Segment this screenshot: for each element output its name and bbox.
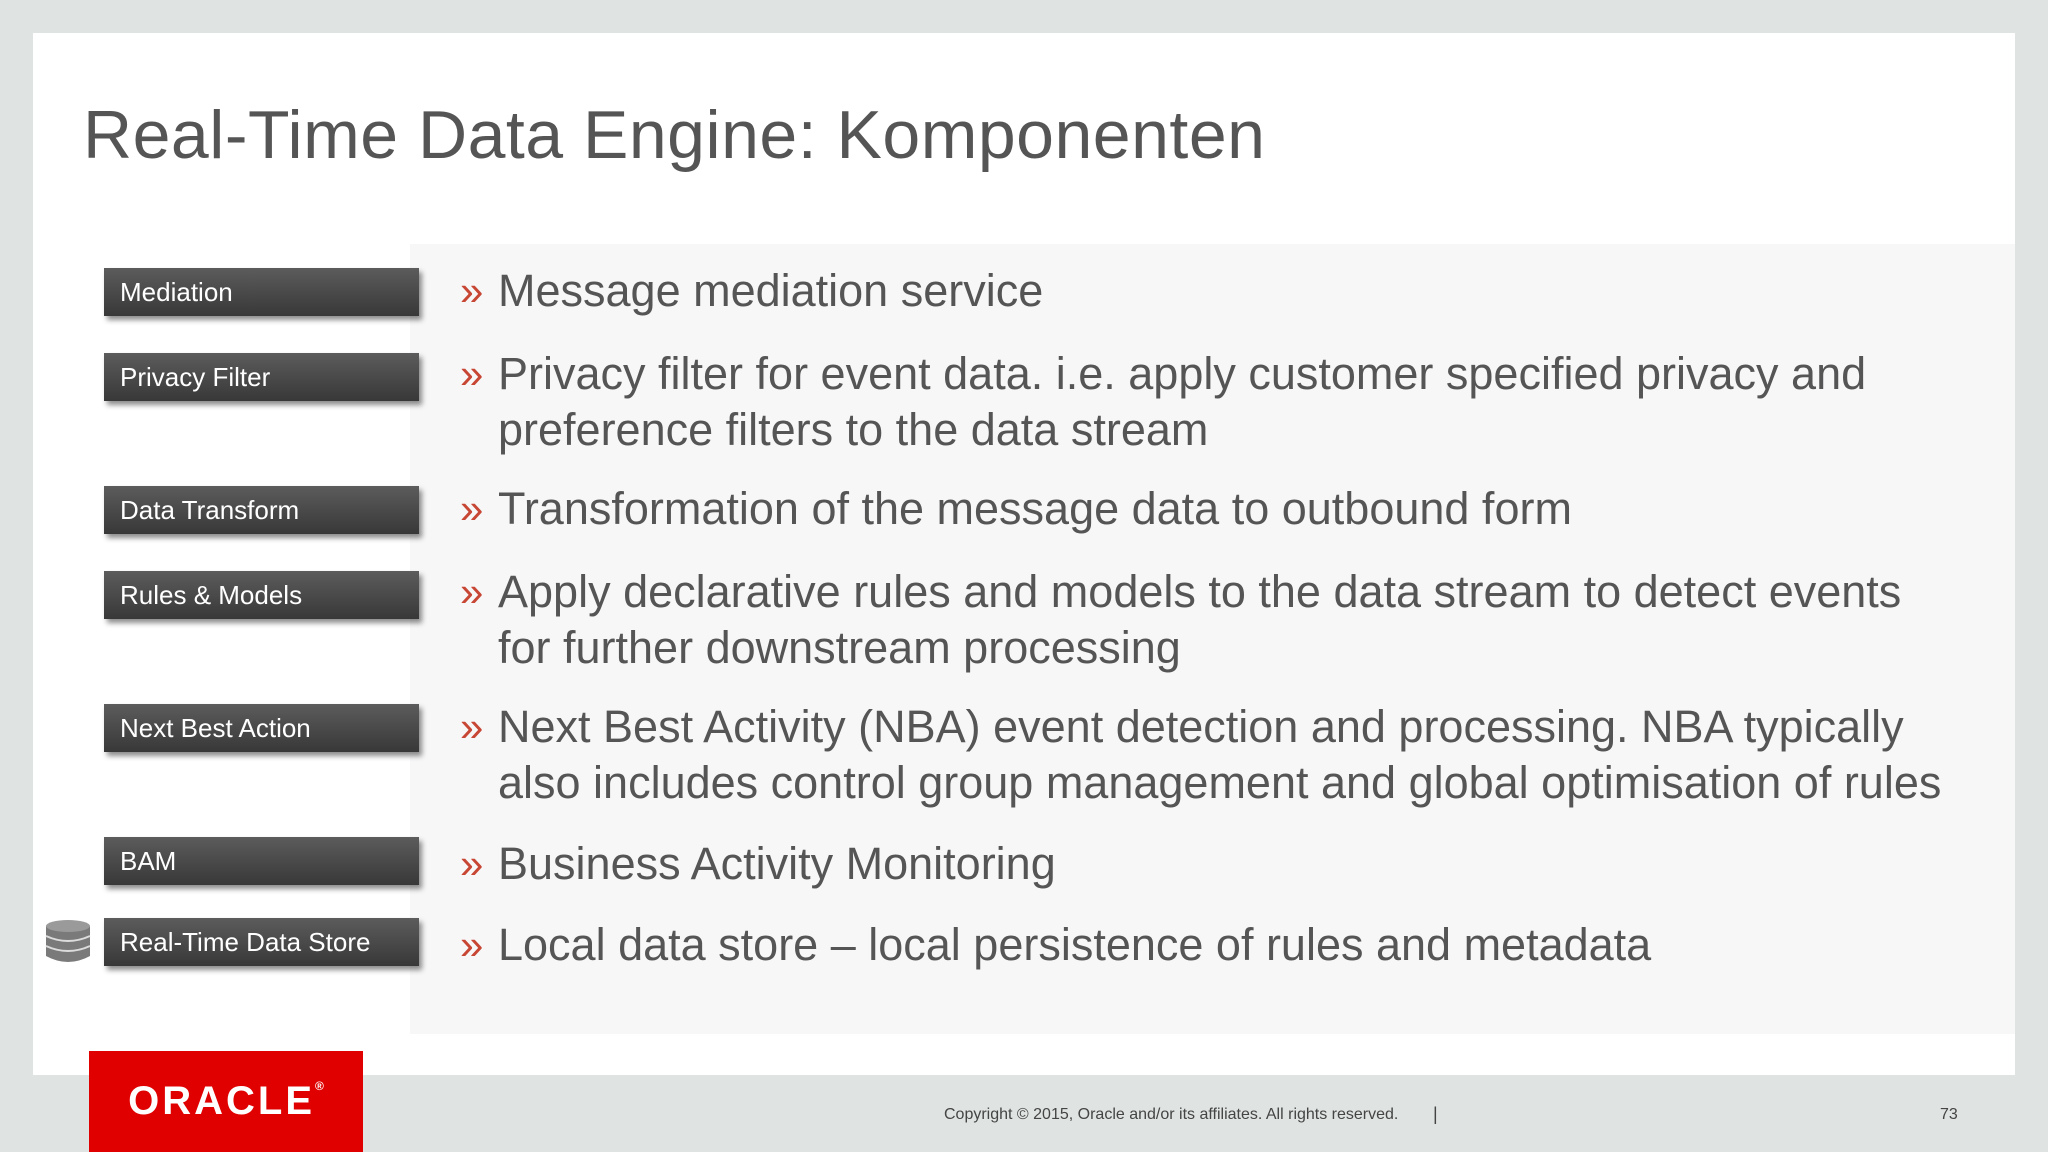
page-number: 73 [1940,1106,1958,1123]
footer-separator: | [1433,1104,1438,1124]
bullet-text: Business Activity Monitoring [498,838,1056,889]
bullet-marker: » [460,485,484,532]
bullet-text: Next Best Activity (NBA) event detection and processing. NBA typically also includes control group management and global optimisation of rules [498,701,1942,808]
bullet-text: Message mediation service [498,265,1044,316]
registered-mark: ® [315,1079,324,1093]
slide-title: Real-Time Data Engine: Komponenten [83,97,1266,173]
bullet-item [460,836,2020,892]
component-label-rules-models: Rules & Models [104,571,419,619]
component-label-bam: BAM [104,837,419,885]
oracle-wordmark: ORACLE [128,1079,316,1123]
bullet-item [460,481,2020,537]
bullet-marker: » [460,568,484,615]
bullet-marker: » [460,921,484,968]
bullet-item [460,263,2020,319]
component-label-privacy-filter: Privacy Filter [104,353,419,401]
bullet-item [460,564,2020,676]
component-label-data-transform: Data Transform [104,486,419,534]
bullet-text: Apply declarative rules and models to the data stream to detect events for further downstream processing [498,566,1902,673]
bullet-marker: » [460,350,484,397]
component-label-next-best-action: Next Best Action [104,704,419,752]
component-label-real-time-data-store: Real-Time Data Store [104,918,419,966]
bullet-marker: » [460,703,484,750]
bullet-text: Local data store – local persistence of rules and metadata [498,919,1652,970]
bullet-marker: » [460,840,484,887]
bullet-item [460,346,2020,458]
oracle-logo-text [128,1079,324,1124]
bullet-marker: » [460,267,484,314]
component-label-mediation: Mediation [104,268,419,316]
bullet-text: Privacy filter for event data. i.e. apply customer specified privacy and preference filters to the data stream [498,348,1867,455]
oracle-logo [89,1051,363,1152]
database-icon [44,918,92,964]
bullet-item [460,699,2020,811]
copyright-text: Copyright © 2015, Oracle and/or its affiliates. All rights reserved. [944,1106,1399,1123]
bullet-item [460,917,2020,973]
bullet-text: Transformation of the message data to outbound form [498,483,1572,534]
